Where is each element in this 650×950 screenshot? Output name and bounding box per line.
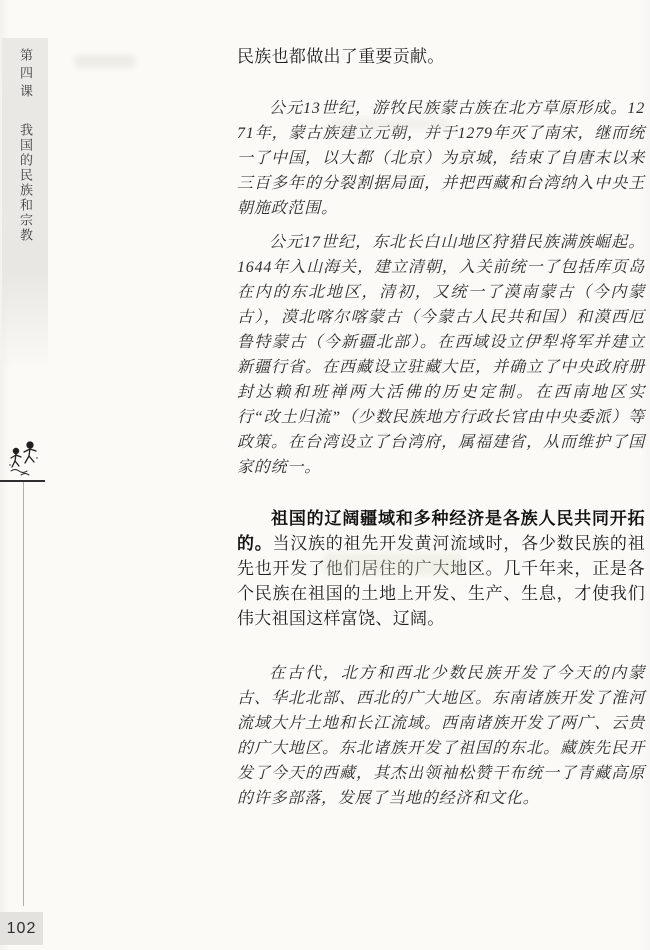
body-text-column [237,44,645,811]
chapter-title-label: 我国的民族和宗教 [18,123,33,243]
key-sentence-bold: 祖国的辽阔疆域和多种经济是各族人民共同开拓的。 [237,509,645,553]
chapter-sidebar-text [16,48,34,243]
margin-rule-vertical [23,482,24,906]
bleed-through-artifact [74,55,136,68]
paragraph-qing-dynasty: 公元17世纪，东北长白山地区狩猎民族满族崛起。1644年入山海关，建立清朝，入关前统一了包括库页岛在内的东北地区，清初，又统一了漠南蒙古（今内蒙古），漠北喀尔喀蒙古（今蒙古人民共和国）和漠西厄鲁特蒙古（今新疆北部）。在西域设立伊犁将军并建立新疆行省。在西藏设立驻藏大臣，并确立了中央政府册封达赖和班禅两大活佛的历史定制。在西南地区实行“改土归流”（少数民族地方行政长官由中央委派）等政策。在台湾设立了台湾府，属福建省，从而维护了国家的统一。 [237,234,645,476]
chapter-sidebar [2,38,48,370]
paragraph-ancient-development: 在古代，北方和西北少数民族开发了今天的内蒙古、华北北部、西北的广大地区。东南诸族开发了淮河流域大片土地和长江流域。西南诸族开发了两广、云贵的广大地区。东北诸族开发了祖国的东北。藏族先民开发了今天的西藏，其杰出领袖松赞干布统一了青藏高原的许多部落，发展了当地的经济和文化。 [237,665,645,807]
lesson-number-label: 第四课 [18,48,33,102]
paragraph-key-point [237,506,645,631]
paragraph-yuan-dynasty: 公元13世纪，游牧民族蒙古族在北方草原形成。1271年，蒙古族建立元朝，并于1279年灭了南宋，继而统一了中国，以大都（北京）为京城，结束了自唐末以来三百多年的分裂割据局面，并把西藏和台湾纳入中央王朝施政范围。 [237,100,645,217]
paragraph-continuation: 民族也都做出了重要贡献。 [237,47,445,66]
key-paragraph-body: 当汉族的祖先开发黄河流域时，各少数民族的祖先也开发了他们居住的广大地区。几千年来，正是各个民族在祖国的土地上开发、生产、生息，才使我们伟大祖国这样富饶、辽阔。 [237,534,645,628]
page-number: 102 [0,912,43,945]
dancing-figures-icon [7,438,43,480]
